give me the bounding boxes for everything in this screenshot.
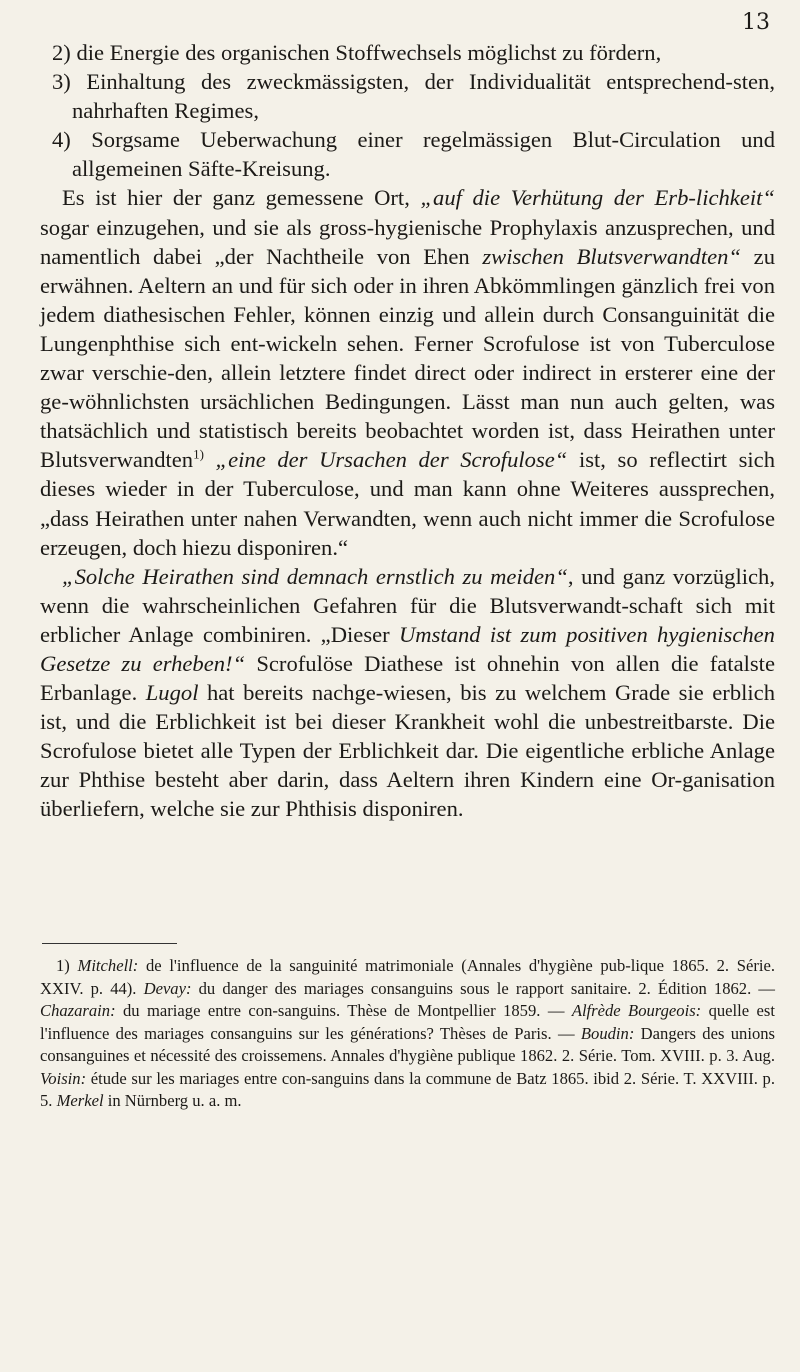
page-number: 13	[742, 10, 770, 35]
footnote-text: du mariage entre con-sanguins. Thèse de Montpellier 1859. —	[115, 1001, 572, 1020]
emphasis-run: „Solche Heirathen sind demnach ernstlich zu meiden“	[62, 563, 568, 589]
emphasis-run: Umstand ist zum positiven hygienischen Gesetze zu erheben!“	[40, 621, 775, 676]
emphasis-run: Lugol	[145, 680, 199, 706]
footnote-author: Devay:	[143, 978, 192, 998]
text-run: hat bereits nachge-wiesen, bis zu welchem Grade sie erblich ist, und die Erblichkeit ist bei dieser Krankheit wohl die unbestreitbarste. Die Scrofulose bietet alle Typen der Erblichkeit dar. Die eigentliche erbliche Anlage zur Phthise besteht aber darin, dass Aeltern ihren Kindern eine Or-ganisation überliefern, welche sie zur Phthisis disponiren.	[40, 680, 775, 822]
list-item-2: 2) die Energie des organischen Stoffwechsels möglichst zu fördern,	[52, 40, 662, 65]
footnote-1	[40, 955, 775, 1113]
text-run: Es ist hier der ganz gemessene Ort,	[62, 185, 421, 211]
footnote-marker: 1)	[193, 446, 204, 462]
footnote-divider	[42, 943, 177, 944]
footnote-author: Boudin:	[580, 1023, 635, 1043]
footnote-text: étude sur les mariages entre con-sanguins dans la commune de Batz 1865. ibid 2. Série. T. XXVIII. p. 5.	[40, 1068, 775, 1110]
footnote-author: Mitchell:	[77, 956, 139, 975]
text-run: ist, so reflectirt sich dieses wieder in der Tuberculose, und man kann ohne Weiteres aussprechen, „dass Heirathen unter nahen Verwandten, wenn auch nicht immer die Scrofulose erzeugen, doch hiezu disponiren.“	[40, 447, 775, 560]
emphasis-run: „auf die Verhütung der Erb-lichkeit“	[420, 185, 775, 211]
footnote-text: de l'influence de la sanguinité matrimoniale (Annales d'hygiène pub-lique 1865. 2. Série. XXIV. p. 44).	[40, 956, 775, 998]
text-run: Scrofulöse Diathese ist ohnehin von allen die fatalste Erbanlage.	[40, 650, 775, 706]
emphasis-run: zwischen Blutsverwandten“	[482, 243, 741, 269]
main-text	[40, 38, 775, 824]
list-item-3: 3) Einhaltung des zweckmässigsten, der Individualität entsprechend-sten, nahrhaften Regimes,	[52, 69, 775, 124]
footnote-author: Alfrède Bourgeois:	[571, 1001, 702, 1020]
footnote-text: Dangers des unions consanguines et nécessité des croissemens. Annales d'hygiène publique 1862. 2. Série. Tom. XVIII. p. 3. Aug.	[40, 1023, 775, 1065]
list-item-4: 4) Sorgsame Ueberwachung einer regelmässigen Blut-Circulation und allgemeinen Säfte-Kreisung.	[52, 127, 775, 182]
footnote-text: in Nürnberg u. a. m.	[103, 1091, 242, 1110]
text-run: sogar einzugehen, und sie als gross-hygienische Prophylaxis anzusprechen, und namentlich dabei „der Nachtheile von Ehen	[40, 214, 775, 269]
emphasis-run: „eine der Ursachen der Scrofulose“	[203, 447, 568, 473]
text-run: , und ganz vorzüglich, wenn die wahrscheinlichen Gefahren für die Blutsverwandt-schaft sich mit erblicher Anlage combiniren. „Dieser	[40, 563, 775, 647]
footnote-number: 1)	[56, 956, 78, 975]
paragraph-heredity	[40, 183, 775, 561]
footnote-author: Merkel	[56, 1091, 104, 1110]
footnote-author: Chazarain:	[40, 1001, 116, 1020]
paragraph-marriages	[40, 562, 775, 824]
text-run: zu erwähnen. Aeltern an und für sich oder in ihren Abkömmlingen gänzlich frei von jedem diathesischen Fehler, können einzig und allein durch Consanguinität die Lungenphthise sich ent-wickeln sehen. Ferner Scrofulose ist von Tuberculose zwar verschie-den, allein letztere findet direct oder indirect in ersterer eine der ge-wöhnlichsten ursächlichen Bedingungen. Lässt man nun auch gelten, was thatsächlich und statistisch bereits beobachtet worden ist, dass Heirathen unter Blutsverwandten	[40, 243, 775, 473]
footnote-author: Voisin:	[40, 1068, 87, 1088]
footnote-text: quelle est l'influence des mariages consanguins sur les générations? Thèses de Paris. —	[40, 1001, 775, 1043]
footnote-text: du danger des mariages consanguins sous le rapport sanitaire. 2. Édition 1862. —	[191, 978, 775, 998]
